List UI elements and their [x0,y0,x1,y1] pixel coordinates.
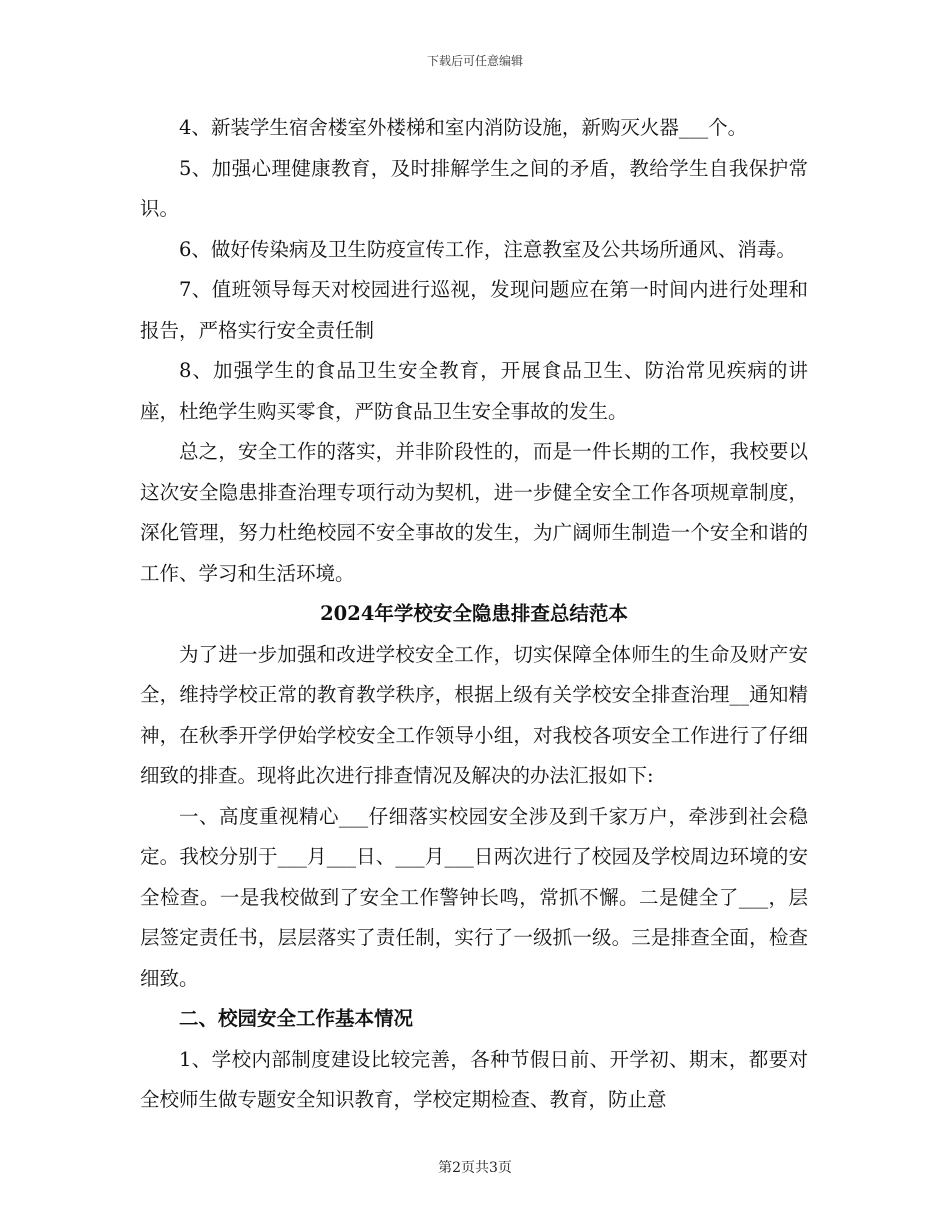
paragraph-item-7: 7、值班领导每天对校园进行巡视，发现问题应在第一时间内进行处理和报告，严格实行安全责任制 [140,278,808,342]
section-intro: 为了进一步加强和改进学校安全工作，切实保障全体师生的生命及财产安全，维持学校正常的教育教学秩序，根据上级有关学校安全排查治理__通知精神，在秋季开学伊始学校安全工作领导小组，对我校各项安全工作进行了仔细细致的排查。现将此次进行排查情况及解决的办法汇报如下: [140,642,808,787]
paragraph-conclusion: 总之，安全工作的落实，并非阶段性的，而是一件长期的工作，我校要以这次安全隐患排查治理专项行动为契机，进一步健全安全工作各项规章制度，深化管理，努力杜绝校园不安全事故的发生，为广阔师生制造一个安全和谐的工作、学习和生活环境。 [140,440,808,585]
section-heading-2: 二、校园安全工作基本情况 [179,1007,414,1030]
paragraph-item-4: 4、新装学生宿舍楼室外楼梯和室内消防设施，新购灭火器___个。 [179,116,748,139]
paragraph-item-8: 8、加强学生的食品卫生安全教育，开展食品卫生、防治常见疾病的讲座，杜绝学生购买零食，严防食品卫生安全事故的发生。 [140,359,808,423]
section-part-1: 一、高度重视精心___仔细落实校园安全涉及到千家万户，牵涉到社会稳定。我校分别于___月___日、___月___日两次进行了校园及学校周边环境的安全检查。一是我校做到了安全工作警钟长鸣，常抓不懈。二是健全了___，层层签定责任书，层层落实了责任制，实行了一级抓一级。三是排查全面，检查细致。 [140,804,808,990]
page-footer: 第2页共3页 [438,1160,512,1176]
section-title: 2024年学校安全隐患排查总结范本 [320,602,628,625]
paragraph-item-5: 5、加强心理健康教育，及时排解学生之间的矛盾，教给学生自我保护常识。 [140,156,808,220]
paragraph-item-6: 6、做好传染病及卫生防疫宣传工作，注意教室及公共场所通风、消毒。 [179,237,796,261]
document-body [140,108,808,1121]
page-header: 下载后可任意编辑 [426,54,523,68]
section-part-2: 1、学校内部制度建设比较完善，各种节假日前、开学初、期末，都要对全校师生做专题安全知识教育，学校定期检查、教育，防止意 [140,1047,808,1111]
